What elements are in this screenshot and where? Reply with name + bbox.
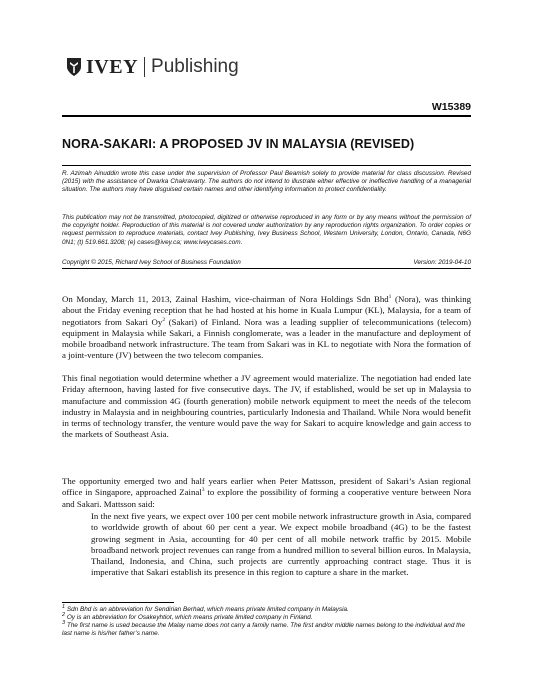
shield-icon	[66, 57, 82, 77]
publisher-name: Publishing	[151, 56, 239, 77]
case-title: NORA-SAKARI: A PROPOSED JV IN MALAYSIA (REVISED)	[62, 137, 415, 151]
header-rule	[62, 115, 471, 117]
notes-bottom-rule	[62, 268, 471, 269]
footnote-3: $^3$ The first name is used because the Malay name does not carry a family name. The first and/or middle names belong to the individual and the last name is his/her father’s name.	[62, 619, 466, 637]
logo-divider	[144, 57, 145, 77]
notes-top-rule	[62, 165, 471, 166]
body-paragraph-3: The opportunity emerged two and half years earlier when Peter Mattsson, president of Sakari’s Asian regional office in Singapore, approached Zainal$^3$ to explore the possibility of forming a cooperative venture between Nora and Sakari. Mattsson said:	[62, 476, 471, 509]
footnote-1: $^1$ Sdn Bhd is an abbreviation for Sendirian Berhad, which means private limited company in Malaysia.	[62, 603, 349, 613]
body-paragraph-1: On Monday, March 11, 2013, Zainal Hashim, vice-chairman of Nora Holdings Sdn Bhd$^1$ (Nora), was thinking about the Friday evening reception that he had hosted at his home in Kuala Lumpur (KL), Malaysia, for a team of negotiators from Sakari Oy$^2$ (Sakari) of Finland. Nora was a leading supplier of telecommunications (telecom) equipment in Malaysia while Sakari, a Finnish conglomerate, was a leader in the manufacture and deployment of mobile broadband network infrastructure. The team from Sakari was in KL to negotiate with Nora the formation of a joint-venture (JV) between the two telecom companies.	[62, 294, 471, 361]
footnote-ref-2[interactable]: 2	[162, 316, 166, 323]
body-paragraph-2: This final negotiation would determine whether a JV agreement would materialize. The negotiation had ended late Friday afternoon, having lasted for five consecutive days. The JV, if established, would be set up in Malaysia to manufacture and commission 4G (fourth generation) mobile network equipment to meet the needs of the telecom industry in Malaysia and in neighbouring countries, particularly Indonesia and Thailand. While Nora would benefit in terms of technology transfer, the venture would pave the way for Sakari to acquire knowledge and gain access to the markets of Southeast Asia.	[62, 373, 471, 440]
brand-name: IVEY	[86, 55, 139, 78]
copyright-row	[62, 259, 471, 266]
block-quote: In the next five years, we expect over 100 per cent mobile network infrastructure growth in Asia, compared to worldwide growth of about 60 per cent a year. We expect mobile broadband (4G) to be the fastest growing segment in Asia, accounting for 40 per cent of all mobile network traffic by 2015. Mobile broadband network project revenues can range from a hundred million to several billion euros. In Malaysia, Thailand, Indonesia, and China, such projects are currently approaching contract stage. Thus it is imperative that Sakari establish its presence in this region to capture a share in the market.	[91, 511, 471, 578]
permissions-note: This publication may not be transmitted, photocopied, digitized or otherwise reproduced in any form or by any means without the permission of the copyright holder. Reproduction of this material is not covered under authorization by any reproduction rights organization. To order copies or request permission to reproduce materials, contact Ivey Publishing, Ivey Business School, Western University, London, Ontario, Canada, N6G 0N1; (t) 519.661.3208; (e) cases@ivey.ca; www.iveycases.com.	[62, 214, 471, 246]
case-code: W15389	[431, 101, 471, 113]
version-text: Version: 2019-04-10	[413, 259, 471, 266]
footnote-ref-3[interactable]: 3	[201, 487, 205, 494]
footnote-ref-1[interactable]: 1	[388, 294, 392, 301]
ivey-publishing-logo	[66, 56, 239, 78]
footnote-2: $^2$ Oy is an abbreviation for Osakeyhtiot, which means private limited company in Finland.	[62, 611, 313, 621]
footnote-rule	[62, 602, 174, 603]
copyright-text: Copyright © 2015, Richard Ivey School of Business Foundation	[62, 259, 241, 266]
authorship-note: R. Azimah Ainuddin wrote this case under the supervision of Professor Paul Beamish solely to provide material for class discussion. Revised (2015) with the assistance of Dwarka Chakravarty. The authors do not intend to illustrate either effective or ineffective handling of a managerial situation. The authors may have disguised certain names and other identifying information to protect confidentiality.	[62, 170, 471, 194]
